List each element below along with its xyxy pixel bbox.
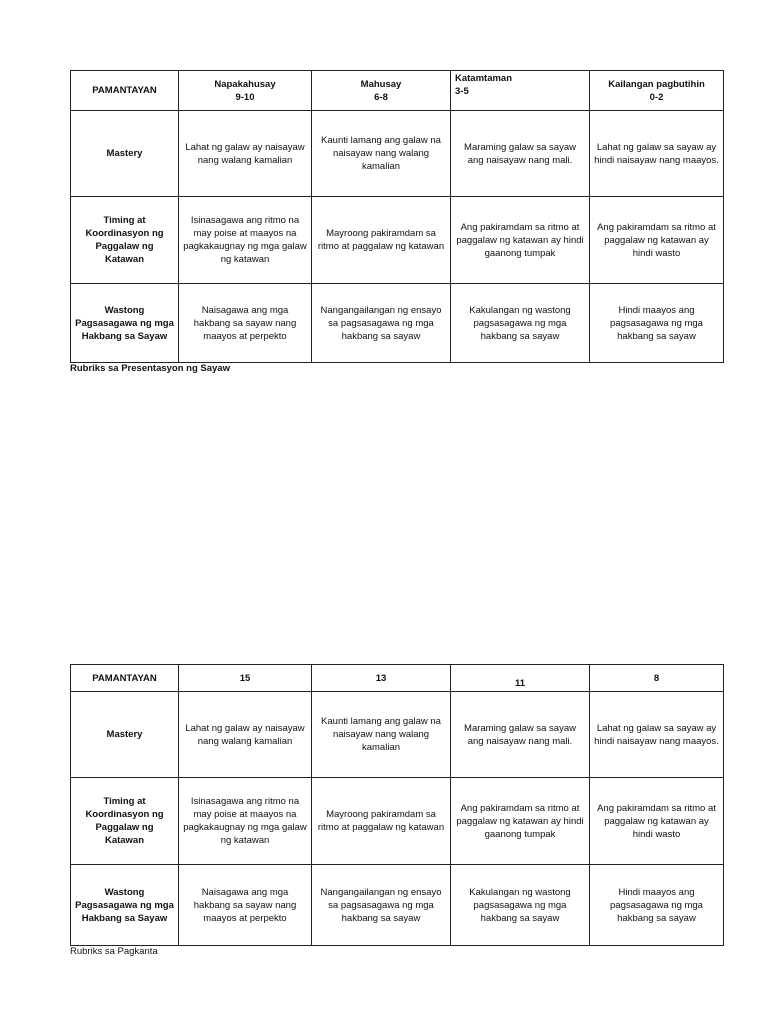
level-label: Katamtaman <box>455 73 513 84</box>
level-header-kailangan-pagbutihin <box>590 71 724 111</box>
score-header: 8 <box>590 665 724 692</box>
header-row <box>71 71 724 111</box>
rubric-cell: Maraming galaw sa sayaw ang naisayaw nang mali. <box>451 692 590 778</box>
rubric-cell: Nangangailangan ng ensayo sa pagsasagawa ng mga hakbang sa sayaw <box>312 865 451 946</box>
level-score: 0-2 <box>649 91 664 103</box>
singing-rubric-table <box>70 664 724 946</box>
rubric-cell: Kaunti lamang ang galaw na naisayaw nang walang kamalian <box>312 692 451 778</box>
level-header-napakahusay <box>179 71 312 111</box>
rubric-cell: Ang pakiramdam sa ritmo at paggalaw ng katawan ay hindi gaanong tumpak <box>451 778 590 865</box>
rubric-cell: Lahat ng galaw ay naisayaw nang walang kamalian <box>179 692 312 778</box>
rubric-cell: Ang pakiramdam sa ritmo at paggalaw ng katawan ay hindi wasto <box>590 778 724 865</box>
rubric-cell: Hindi maayos ang pagsasagawa ng mga hakbang sa sayaw <box>590 284 724 363</box>
rubric-cell: Kakulangan ng wastong pagsasagawa ng mga hakbang sa sayaw <box>451 284 590 363</box>
criteria-header: PAMANTAYAN <box>71 71 179 111</box>
rubric-cell: Maraming galaw sa sayaw ang naisayaw nang mali. <box>451 111 590 197</box>
criterion-cell: Mastery <box>71 692 179 778</box>
dance-presentation-rubric-table <box>70 70 724 363</box>
rubric-cell: Lahat ng galaw sa sayaw ay hindi naisayaw nang maayos. <box>590 692 724 778</box>
level-score: 9-10 <box>235 91 255 103</box>
level-label: Mahusay <box>360 78 402 90</box>
rubric-cell: Kaunti lamang ang galaw na naisayaw nang walang kamalian <box>312 111 451 197</box>
table-row <box>71 865 724 946</box>
rubric-cell: Ang pakiramdam sa ritmo at paggalaw ng katawan ay hindi gaanong tumpak <box>451 197 590 284</box>
rubric-cell: Isinasagawa ang ritmo na may poise at maayos na pagkakaugnay ng mga galaw ng katawan <box>179 197 312 284</box>
rubric-cell: Naisagawa ang mga hakbang sa sayaw nang maayos at perpekto <box>179 865 312 946</box>
level-label: Kailangan pagbutihin <box>608 78 705 90</box>
level-score: 3-5 <box>455 86 469 97</box>
score-header: 11 <box>451 665 590 692</box>
level-score: 6-8 <box>374 91 388 103</box>
table-row <box>71 692 724 778</box>
table-caption: Rubriks sa Pagkanta <box>70 946 158 957</box>
criteria-header: PAMANTAYAN <box>71 665 179 692</box>
criterion-cell: Wastong Pagsasagawa ng mga Hakbang sa Sayaw <box>71 284 179 363</box>
criterion-cell: Wastong Pagsasagawa ng mga Hakbang sa Sayaw <box>71 865 179 946</box>
criterion-cell: Timing at Koordinasyon ng Paggalaw ng Katawan <box>71 778 179 865</box>
level-header-mahusay <box>312 71 451 111</box>
rubric-cell: Mayroong pakiramdam sa ritmo at paggalaw ng katawan <box>312 197 451 284</box>
level-header-katamtaman <box>451 71 590 111</box>
table-row <box>71 197 724 284</box>
table-row <box>71 284 724 363</box>
rubric-cell: Mayroong pakiramdam sa ritmo at paggalaw ng katawan <box>312 778 451 865</box>
rubric-cell: Ang pakiramdam sa ritmo at paggalaw ng katawan ay hindi wasto <box>590 197 724 284</box>
rubric-cell: Naisagawa ang mga hakbang sa sayaw nang maayos at perpekto <box>179 284 312 363</box>
table-caption: Rubriks sa Presentasyon ng Sayaw <box>70 363 230 374</box>
criterion-cell: Timing at Koordinasyon ng Paggalaw ng Katawan <box>71 197 179 284</box>
rubric-cell: Lahat ng galaw sa sayaw ay hindi naisayaw nang maayos. <box>590 111 724 197</box>
rubric-cell: Nangangailangan ng ensayo sa pagsasagawa ng mga hakbang sa sayaw <box>312 284 451 363</box>
table-row <box>71 778 724 865</box>
rubric-cell: Hindi maayos ang pagsasagawa ng mga hakbang sa sayaw <box>590 865 724 946</box>
level-label: Napakahusay <box>214 78 276 90</box>
score-header: 15 <box>179 665 312 692</box>
table-row <box>71 111 724 197</box>
header-row <box>71 665 724 692</box>
rubric-cell: Isinasagawa ang ritmo na may poise at maayos na pagkakaugnay ng mga galaw ng katawan <box>179 778 312 865</box>
rubric-cell: Kakulangan ng wastong pagsasagawa ng mga hakbang sa sayaw <box>451 865 590 946</box>
rubric-cell: Lahat ng galaw ay naisayaw nang walang kamalian <box>179 111 312 197</box>
criterion-cell: Mastery <box>71 111 179 197</box>
score-header: 13 <box>312 665 451 692</box>
